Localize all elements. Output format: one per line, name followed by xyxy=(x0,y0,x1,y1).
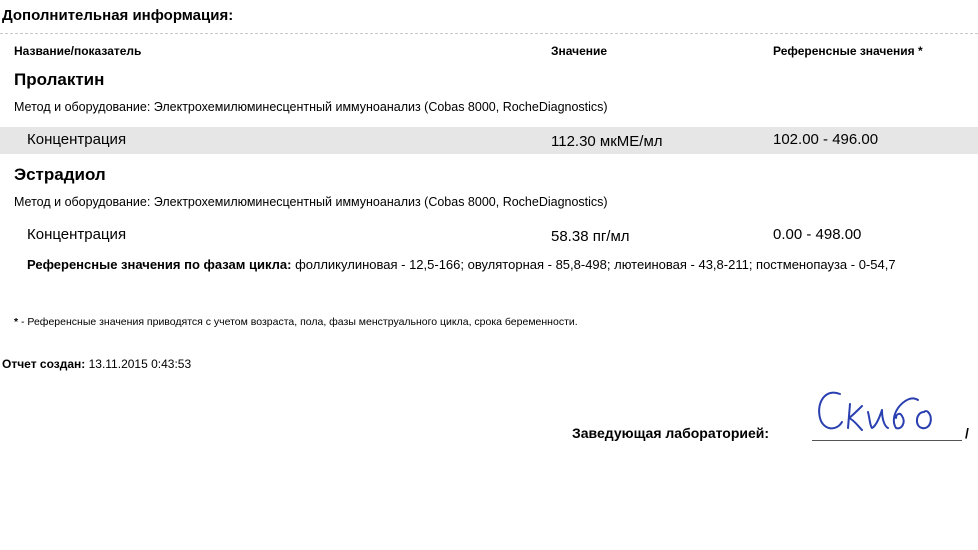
result-label-estradiol: Концентрация xyxy=(27,226,127,243)
column-header-name: Название/показатель xyxy=(14,44,142,58)
result-value-prolactin: 112.30 мкМЕ/мл xyxy=(551,133,663,150)
footnote xyxy=(14,316,578,328)
footnote-text: - Референсные значения приводятся с учетом возраста, пола, фазы менструального цикла, срока беременности. xyxy=(21,316,578,328)
dotted-divider xyxy=(0,33,978,34)
result-reference-prolactin: 102.00 - 496.00 xyxy=(773,131,879,148)
handwritten-signature xyxy=(812,382,962,442)
test-method-prolactin: Метод и оборудование: Электрохемилюминесцентный иммуноанализ (Cobas 8000, RocheDiagnostics) xyxy=(14,100,608,114)
phase-reference-label: Референсные значения по фазам цикла: xyxy=(27,257,292,272)
signature-tail: / xyxy=(965,425,969,441)
footnote-mark: * xyxy=(14,316,19,328)
test-method-estradiol: Метод и оборудование: Электрохемилюминесцентный иммуноанализ (Cobas 8000, RocheDiagnostics) xyxy=(14,195,608,209)
head-of-lab-label: Заведующая лабораторией: xyxy=(572,425,770,441)
column-header-reference: Референсные значения * xyxy=(773,44,923,58)
result-value-estradiol: 58.38 пг/мл xyxy=(551,228,630,245)
report-created-value: 13.11.2015 0:43:53 xyxy=(88,357,192,371)
result-reference-estradiol: 0.00 - 498.00 xyxy=(773,226,862,243)
test-name-prolactin: Пролактин xyxy=(14,70,105,89)
column-header-value: Значение xyxy=(551,44,608,58)
section-title: Дополнительная информация: xyxy=(2,7,234,24)
report-created-label: Отчет создан: xyxy=(2,357,86,371)
phase-reference-note xyxy=(27,254,927,275)
test-name-estradiol: Эстрадиол xyxy=(14,165,106,184)
result-label-prolactin: Концентрация xyxy=(27,131,127,148)
phase-reference-text: фолликулиновая - 12,5-166; овуляторная - 85,8-498; лютеиновая - 43,8-211; постменопауза - 0-54,7 xyxy=(295,257,896,272)
report-created xyxy=(2,357,191,371)
